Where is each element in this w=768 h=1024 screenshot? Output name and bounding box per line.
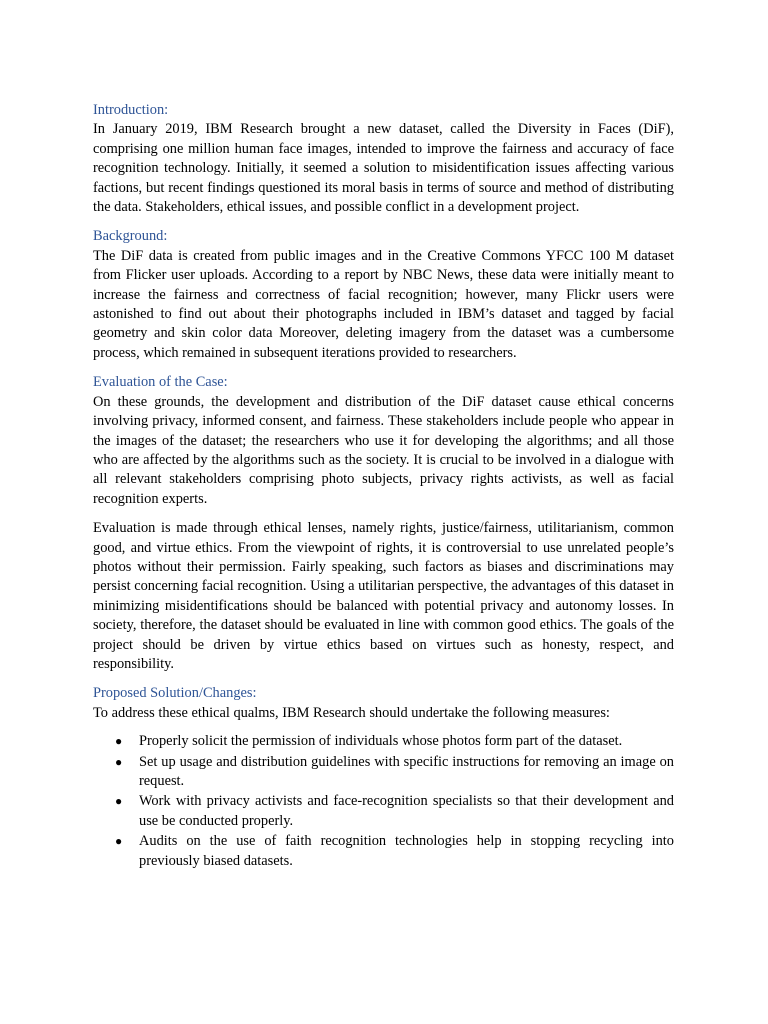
evaluation-heading: Evaluation of the Case: xyxy=(93,374,228,391)
introduction-heading: Introduction: xyxy=(93,102,169,118)
evaluation-paragraph-2: Evaluation is made through ethical lenses, namely rights, justice/fairness, utilitarianism, common good, and virtue ethics. From the viewpoint of rights, it is controversial to use unrelated people’s photos without their permission. Fairly speaking, such factors as biases and discriminations may persist concerning facial recognition. Using a utilitarian perspective, the advantages of this dataset in minimizing misidentifications should be balanced with potential privacy and autonomy losses. In society, therefore, the dataset should be evaluated in line with common good ethics. The goals of the project should be driven by virtue ethics based on virtues such as honesty, respect, and responsibility. xyxy=(93,520,674,672)
proposed-intro: To address these ethical qualms, IBM Research should undertake the following measures: xyxy=(93,704,610,721)
list-item-text: Work with privacy activists and face-recognition specialists so that their development and use be conducted properly. xyxy=(139,793,674,829)
measures-list xyxy=(93,732,674,871)
bullet-icon: ● xyxy=(115,794,123,809)
background-paragraph: The DiF data is created from public images and in the Creative Commons YFCC 100 M dataset from Flicker user uploads. According to a report by NBC News, these data were initially meant to increase the fairness and correctness of facial recognition; however, many Flickr users were astonished to find out about their photographs included in IBM’s dataset and tagged by facial geometry and skin color data Moreover, deleting imagery from the dataset was a cumbersome process, which remained in subsequent iterations provided to researchers. xyxy=(93,247,674,361)
document-page xyxy=(93,101,674,872)
introduction-section xyxy=(93,101,674,217)
proposed-heading: Proposed Solution/Changes: xyxy=(93,685,257,702)
proposed-section xyxy=(93,684,674,871)
bullet-icon: ● xyxy=(115,834,123,849)
introduction-paragraph: In January 2019, IBM Research brought a new dataset, called the Diversity in Faces (DiF), comprising one million human face images, intended to improve the fairness and accuracy of face recognition technology. Initially, it seemed a solution to misidentification issues affecting various factions, but recent findings questioned its moral basis in terms of source and method of distributing the data. Stakeholders, ethical issues, and possible conflict in a development project. xyxy=(93,121,674,216)
list-item xyxy=(93,753,674,792)
bullet-icon: ● xyxy=(115,734,123,749)
list-item xyxy=(93,792,674,831)
background-heading: Background: xyxy=(93,228,168,245)
list-item xyxy=(93,832,674,871)
background-section xyxy=(93,227,674,363)
evaluation-section xyxy=(93,373,674,674)
list-item-text: Properly solicit the permission of individuals whose photos form part of the dataset. xyxy=(139,733,623,750)
list-item-text: Set up usage and distribution guidelines with specific instructions for removing an image on request. xyxy=(139,753,674,789)
evaluation-paragraph-1: On these grounds, the development and distribution of the DiF dataset cause ethical concerns involving privacy, informed consent, and fairness. These stakeholders include people who appear in the images of the dataset; the researchers who use it for developing the algorithms; and all those who are affected by the algorithms such as the society. It is crucial to be involved in a dialogue with all relevant stakeholders comprising photo subjects, privacy rights activists, as well as facial recognition experts. xyxy=(93,393,674,507)
list-item xyxy=(93,732,674,751)
list-item-text: Audits on the use of faith recognition technologies help in stopping recycling into previously biased datasets. xyxy=(139,833,674,869)
bullet-icon: ● xyxy=(115,754,123,769)
